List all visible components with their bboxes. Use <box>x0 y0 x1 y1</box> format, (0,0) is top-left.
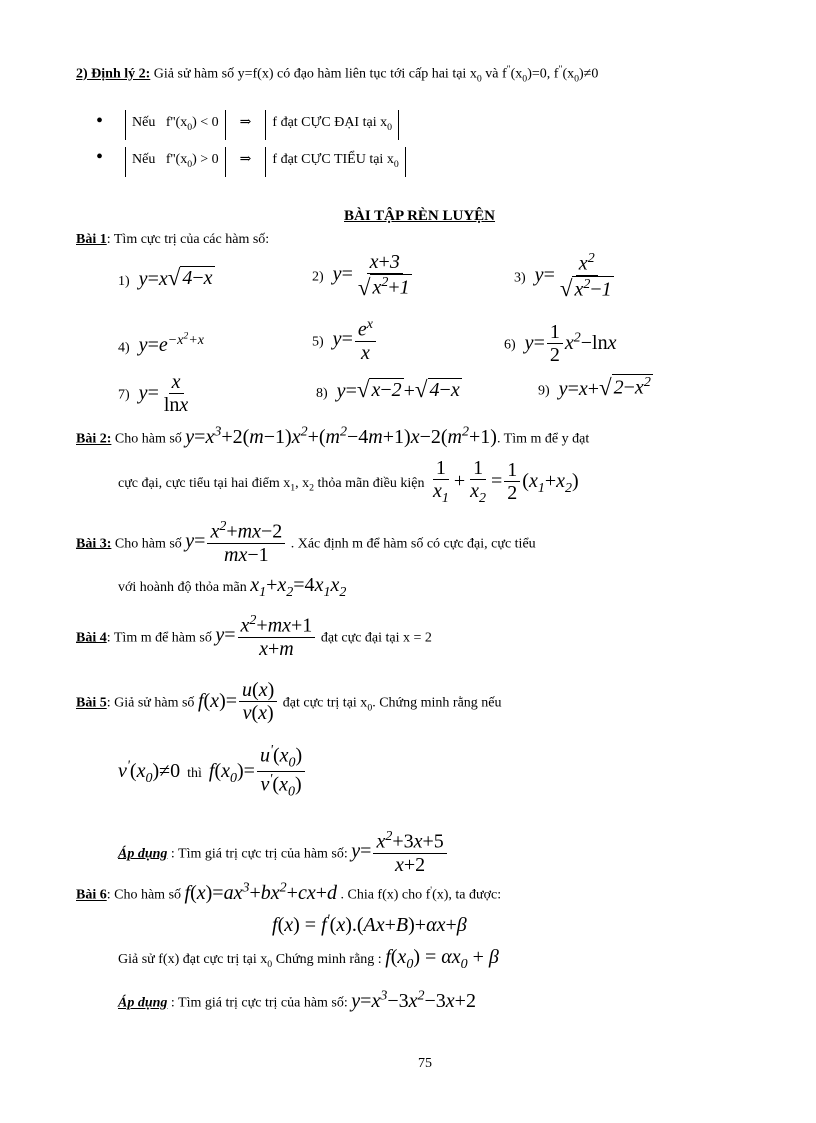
implies-1: ⇒ <box>239 115 252 130</box>
bullet-1: • <box>96 110 104 132</box>
bai5-apdung-label: Áp dụng <box>118 846 168 862</box>
bai4-text1: : Tìm m để hàm số <box>106 630 212 646</box>
bai5-apdung-formula: y= $\frac{x^2+3x+5}{x+2}$ <box>351 840 449 862</box>
bai1-item-8 <box>316 378 462 403</box>
rule1-rel: ) < 0 <box>192 115 219 130</box>
bai3-text3: với hoành độ thỏa mãn <box>118 580 247 595</box>
bai2-text4: , x <box>295 475 310 491</box>
formula: y= x+3 √ $x^2+1$ <box>327 251 410 300</box>
formula: y= $x^2$ √ $x^2-1$ <box>529 251 612 302</box>
bai6-formula: $f(x)=ax^3+bx^2+cx+d$ <box>184 880 337 904</box>
rule2-cond: f''(x <box>165 152 188 167</box>
formula: $y=e^{-x^2+x}$ <box>133 330 204 357</box>
bullet-2: • <box>96 146 104 168</box>
formula: y= √ x−2 + √ 4−x <box>331 377 460 402</box>
bai5-apdung-text: : Tìm giá trị cực trị của hàm số: <box>167 846 348 862</box>
bai5-result: $f(x_0)=$ $\frac{u'(x_0)}{v'(x_0)}$ <box>209 760 307 782</box>
bai1-item-7 <box>118 372 193 416</box>
bai2-text5: thỏa mãn điều kiện <box>314 475 425 491</box>
bai3-formula: y= $\frac{x^2+mx-2}{mx-1}$ <box>185 530 287 552</box>
cond1b: )=0, f <box>527 66 559 82</box>
bai6-line-1: Bài 6: Cho hàm số $f(x)=ax^3+bx^2+cx+d$ . Chia f(x) cho f'(x), ta được: <box>76 880 502 904</box>
rule1-if: Nếu <box>132 115 156 130</box>
bai6-division-formula: f(x) = f'(x).(Ax+B)+αx+β <box>272 912 467 936</box>
bai6-text1: : Cho hàm số <box>106 887 182 903</box>
bai1-item-9 <box>538 374 653 401</box>
rule2-sub: 0 <box>187 158 193 170</box>
bai3-condition: $x_1+x_2=4x_1x_2$ <box>250 574 347 600</box>
bai1-item-2 <box>312 252 417 300</box>
cond2b: )≠0 <box>579 66 599 82</box>
rule1-then: f đạt CỰC ĐẠI tại x <box>272 115 388 130</box>
bai3-text1: Cho hàm số <box>111 536 182 552</box>
rule2-rel: ) > 0 <box>192 152 219 167</box>
formula: y=x+ √ $2-x^2$ <box>553 374 651 400</box>
bai1-line <box>76 232 269 248</box>
bai2-label: Bài 2: <box>76 431 112 447</box>
bai2-formula: $y=x^3+2(m-1)x^2+(m^2-4m+1)x-2(m^2+1)$ <box>185 424 497 448</box>
bai6-label: Bài 6 <box>76 887 107 903</box>
formula: y=x √ 4−x <box>133 265 213 290</box>
item-num: 8) <box>316 386 328 401</box>
rule1-cond: f''(x <box>165 115 188 130</box>
item-num: 6) <box>504 337 516 353</box>
bai4-label: Bài 4 <box>76 630 107 646</box>
rule1-then-sub: 0 <box>387 121 392 133</box>
theorem-line: 2) Định lý 2: Giả sử hàm số y=f(x) có đạo hàm liên tục tới cấp hai tại $x_0$ và $f^"(x_0)=0$, $f^"(x_0)\ne 0$ <box>76 64 599 85</box>
bai6-claim: $f(x_0) = \alpha x_0 + \beta$ <box>385 946 499 972</box>
bai1-item-4 <box>118 330 204 357</box>
rule2-then-sub: 0 <box>393 158 399 170</box>
bai1-item-1 <box>118 266 215 291</box>
bai5-line-1: Bài 5: Giả sử hàm số f(x)= $\frac{u(x)}{v(x)}$ đạt cực trị tại $x_0$. Chứng minh rằng nếu <box>76 679 502 724</box>
bai1-item-3 <box>514 252 619 301</box>
bai4-line <box>76 614 432 660</box>
rule2-cond-box <box>125 147 226 177</box>
bai2-text2: . Tìm m để y đạt <box>496 431 590 447</box>
formula: y= $\frac{1}{2}$ $x^2-\ln x$ <box>519 321 617 366</box>
bai6-text4: Giả sử f(x) đạt cực trị tại x <box>118 952 268 967</box>
rule1-sub: 0 <box>187 121 193 133</box>
rule2-then-box <box>265 147 405 177</box>
rule-1 <box>125 110 399 140</box>
bai1-item-6 <box>504 322 616 366</box>
item-num: 4) <box>118 340 130 356</box>
bai3-label: Bài 3: <box>76 536 112 552</box>
bai1-item-5 <box>312 318 378 364</box>
cond1: (x <box>510 66 523 82</box>
item-num: 5) <box>312 334 324 350</box>
bai6-line-3: Giả sử f(x) đạt cực trị tại $x_0$ Chứng minh rằng : $f(x_0) = \alpha x_0 + \beta$ <box>118 946 499 972</box>
bai6-apdung <box>118 988 476 1013</box>
bai5-text2: đạt cực trị tại x <box>282 695 368 711</box>
theorem-text: Giả sử hàm số y=f(x) có đạo hàm liên tục tới cấp hai tại x <box>153 66 477 82</box>
theorem-label: 2) Định lý 2: <box>76 66 151 82</box>
item-num: 9) <box>538 383 550 399</box>
item-num: 2) <box>312 269 324 285</box>
item-num: 1) <box>118 274 130 289</box>
rule-2 <box>125 147 406 177</box>
bai1-text: : Tìm cực trị của các hàm số: <box>106 232 270 247</box>
bai6-apdung-text: : Tìm giá trị cực trị của hàm số: <box>167 995 348 1011</box>
bai3-line-2 <box>118 574 346 601</box>
bai2-line-2: cực đại, cực tiểu tại hai điểm $x_1$, $x_2$ thỏa mãn điều kiện $\frac{1}{x_1}$ + $\frac{1}{x_2}$ = $\frac{1}{2}$ $(x_1+x_2)$ <box>118 457 579 506</box>
cond2: (x <box>562 66 575 82</box>
item-num: 3) <box>514 270 526 286</box>
bai4-formula: y= $\frac{x^2+mx+1}{x+m}$ <box>215 624 317 646</box>
bai6-text5: Chứng minh rằng : <box>272 952 382 967</box>
bai2-condition: $\frac{1}{x_1}$ + $\frac{1}{x_2}$ = $\frac{1}{2}$ $(x_1+x_2)$ <box>432 457 579 506</box>
implies-2: ⇒ <box>239 152 252 167</box>
bai2-text1: Cho hàm số <box>114 431 182 447</box>
bai6-apdung-label: Áp dụng <box>118 995 168 1011</box>
bai6-text2: . Chia f(x) cho f <box>340 887 431 903</box>
bai4-text2: đạt cực đại tại x = 2 <box>320 630 432 646</box>
page-number: 75 <box>418 1056 432 1071</box>
bai6-division <box>272 912 467 937</box>
bai5-text4: thì <box>187 765 202 781</box>
item-num: 7) <box>118 387 130 403</box>
rule1-then-box <box>265 110 399 140</box>
bai2-line-1 <box>76 424 589 449</box>
bai5-formula: f(x)= $\frac{u(x)}{v(x)}$ <box>198 690 279 712</box>
rule2-if: Nếu <box>132 152 156 167</box>
bai6-apdung-formula: $y=x^3-3x^2-3x+2$ <box>351 988 476 1012</box>
bai5-label: Bài 5 <box>76 695 107 711</box>
bai5-apdung <box>118 830 449 876</box>
bai5-cond: $v'(x_0)\ne 0$ <box>118 758 181 786</box>
rule2-then: f đạt CỰC TIỂU tại x <box>272 152 394 167</box>
bai1-label: Bài 1 <box>76 232 107 247</box>
bai5-line-2 <box>118 744 307 800</box>
theorem-tail: và f <box>481 66 507 82</box>
formula: y= $\frac{x}{\ln x}$ <box>133 371 189 416</box>
bai5-text3: . Chứng minh rằng nếu <box>372 695 502 711</box>
rule1-cond-box <box>125 110 226 140</box>
section-heading: BÀI TẬP RÈN LUYỆN <box>344 208 496 224</box>
bai3-line-1 <box>76 520 536 566</box>
bai6-text3: (x), ta được: <box>432 887 502 903</box>
formula: y= $\frac{e^x}{x}$ <box>328 328 378 350</box>
bai2-text3: cực đại, cực tiểu tại hai điểm x <box>118 475 291 491</box>
bai3-text2: . Xác định m để hàm số có cực đại, cực tiểu <box>290 536 536 552</box>
bai5-text1: : Giả sử hàm số <box>106 695 195 711</box>
